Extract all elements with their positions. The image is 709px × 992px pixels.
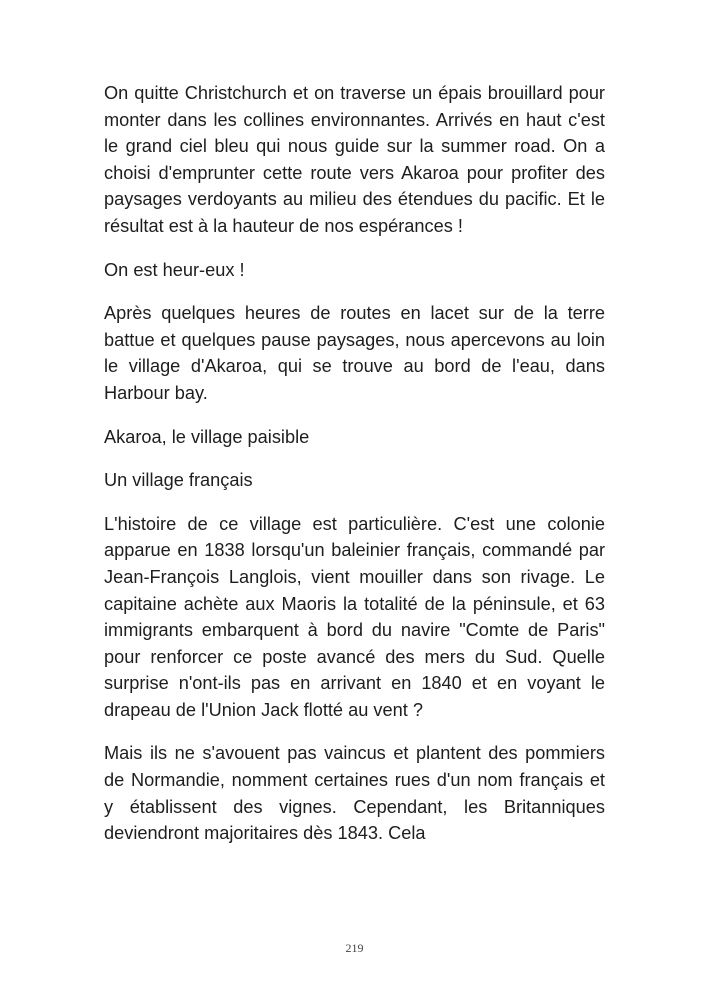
paragraph-normandy: Mais ils ne s'avouent pas vaincus et plantent des pommiers de Normandie, nomment certaines rues d'un nom français et y établissent des vignes. Cependant, les Britanniques deviendront majoritaires dès 1843. Cela — [104, 743, 605, 844]
paragraph-history: L'histoire de ce village est particulière. C'est une colonie apparue en 1838 lorsqu'un baleinier français, commandé par Jean-François Langlois, vient mouiller dans son rivage. Le capitaine achète aux Maoris la totalité de la péninsule, et 63 immigrants embarquent à bord du navire "Comte de Paris" pour renforcer ce poste avancé des mers du Sud. Quelle surprise n'ont-ils pas en arrivant en 1840 et en voyant le drapeau de l'Union Jack flotté au vent ? — [104, 513, 605, 720]
section-heading-akaroa: Akaroa, le village paisible — [104, 426, 310, 447]
page-body — [104, 80, 605, 864]
paragraph-happy: On est heur-eux ! — [104, 259, 245, 280]
paragraph-intro: On quitte Christchurch et on traverse un épais brouillard pour monter dans les collines environnantes. Arrivés en haut c'est le grand ciel bleu qui nous guide sur la summer road. On a choisi d'emprunter cette route vers Akaroa pour profiter des paysages verdoyants au milieu des étendues du pacific. Et le résultat est à la hauteur de nos espérances ! — [104, 83, 605, 236]
paragraph-arrival: Après quelques heures de routes en lacet sur de la terre battue et quelques pause paysages, nous apercevons au loin le village d'Akaroa, qui se trouve au bord de l'eau, dans Harbour bay. — [104, 303, 605, 403]
page-number: 219 — [345, 941, 364, 955]
section-subheading-french-village: Un village français — [104, 470, 253, 491]
